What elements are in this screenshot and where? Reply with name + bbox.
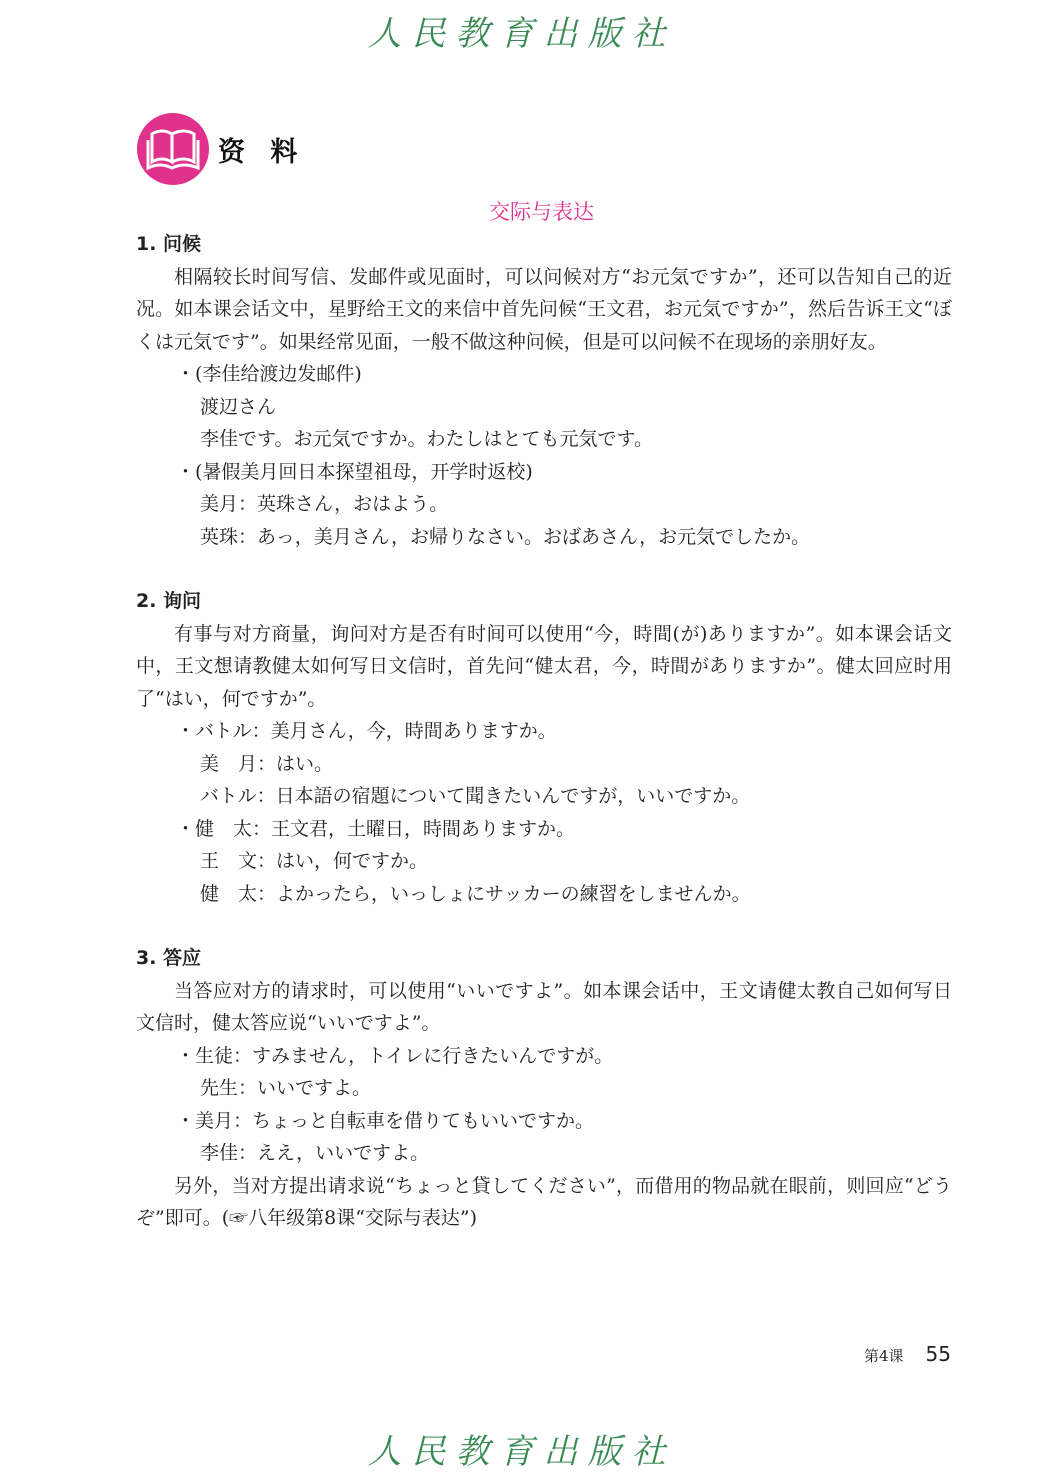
dialogue-line: ・美月：ちょっと自転車を借りてもいいですか。 (176, 1109, 595, 1132)
example-line: ・(李佳给渡边发邮件) (176, 363, 362, 385)
page-number: 55 (925, 1342, 951, 1366)
publisher-watermark-bottom: 人民教育出版社 (367, 1432, 676, 1472)
dialogue-line: 健 太：よかったら，いっしょにサッカーの練習をしませんか。 (200, 882, 751, 905)
main-content (136, 228, 952, 1235)
heading-asking: 2. 询问 (136, 590, 202, 612)
dialogue-line: バトル：日本語の宿題について聞きたいんですが，いいですか。 (200, 785, 751, 807)
dialogue-line: 李佳：ええ，いいですよ。 (200, 1142, 430, 1164)
dialogue-line: 美 月：はい。 (200, 752, 334, 775)
heading-greeting: 1. 问候 (136, 233, 202, 255)
paragraph: 当答应对方的请求时，可以使用“いいですよ”。如本课会话中，王文请健太教自己如何写日文信时，健太答应说“いいですよ”。 (136, 979, 952, 1034)
dialogue-line: ・生徒：すみません，トイレに行きたいんですが。 (176, 1044, 614, 1067)
example-line: ・(暑假美月回日本探望祖母，开学时返校) (176, 460, 533, 483)
example-line: 英珠：あっ，美月さん，お帰りなさい。おばあさん，お元気でしたか。 (200, 525, 811, 548)
dialogue-line: 王 文：はい，何ですか。 (200, 850, 429, 872)
example-line: 渡辺さん (200, 395, 277, 418)
book-icon (136, 112, 210, 186)
section-title: 资 料 (218, 136, 306, 168)
article-title: 交际与表达 (489, 200, 594, 224)
example-line: 李佳です。お元気ですか。わたしはとても元気です。 (200, 428, 653, 450)
paragraph: 有事与对方商量，询问对方是否有时间可以使用“今，時間(が)ありますか”。如本课会话文中，王文想请教健太如何写日文信时，首先问“健太君，今，時間がありますか”。健太回应时用了“はい，何ですか”。 (136, 622, 952, 710)
dialogue-line: 先生：いいですよ。 (200, 1077, 372, 1099)
publisher-watermark-top: 人民教育出版社 (367, 14, 676, 54)
heading-answering: 3. 答应 (136, 947, 202, 969)
example-line: 美月：英珠さん，おはよう。 (200, 493, 449, 515)
paragraph: 另外，当对方提出请求说“ちょっと貸してください”，而借用的物品就在眼前，则回应“どうぞ”即可。(☞八年级第8课“交际与表达”) (136, 1174, 952, 1229)
lesson-label: 第4课 (864, 1347, 904, 1365)
paragraph: 相隔较长时间写信、发邮件或见面时，可以问候对方“お元気ですか”，还可以告知自己的近况。如本课会话文中，星野给王文的来信中首先问候“王文君，お元気ですか”，然后告诉王文“ぼくは元気です”。如果经常见面，一般不做这种问候，但是可以问候不在现场的亲朋好友。 (136, 265, 952, 353)
dialogue-line: ・バトル：美月さん，今，時間ありますか。 (176, 720, 557, 742)
page-footer (864, 1342, 951, 1366)
dialogue-line: ・健 太：王文君，土曜日，時間ありますか。 (176, 817, 576, 840)
section-header (136, 112, 305, 186)
